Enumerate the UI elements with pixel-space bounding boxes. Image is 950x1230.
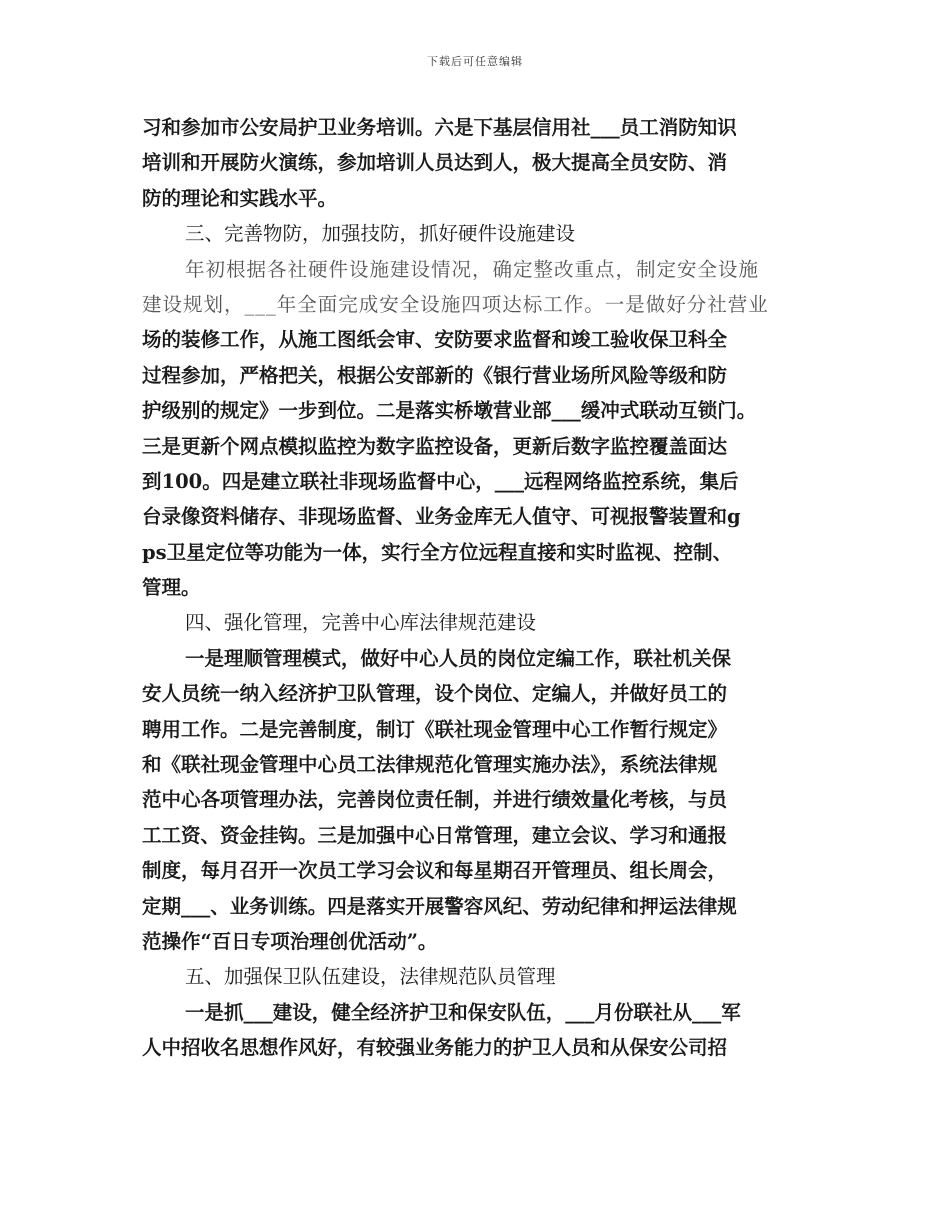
text-line: 年初根据各社硬件设施建设情况，确定整改重点，制定安全设施 — [185, 257, 760, 281]
text-line: 一是抓___建设，健全经济护卫和保安队伍，___月份联社从___军 — [185, 1000, 741, 1024]
text-line: 三是更新个网点模拟监控为数字监控设备，更新后数字监控覆盖面达 — [142, 434, 728, 458]
document-body — [142, 110, 822, 1066]
text-line: 工工资、资金挂钩。三是加强中心日常管理，建立会议、学习和通报 — [142, 823, 728, 847]
text-line: 场的装修工作，从施工图纸会审、安防要求监督和竣工验收保卫科全 — [142, 328, 728, 352]
text-line: 和《联社现金管理中心员工法律规范化管理实施办法》，系统法律规 — [142, 753, 718, 777]
text-line: 聘用工作。二是完善制度，制订《联社现金管理中心工作暂行规定》 — [142, 717, 728, 741]
text-line — [142, 287, 822, 322]
text-line: 安人员统一纳入经济护卫队管理，设个岗位、定编人，并做好员工的 — [142, 682, 728, 706]
text-line-lead: 建设规划，___年全面完成安全设施四项达标工作。一是做好分社营业 — [142, 292, 769, 316]
text-line: 制度，每月召开一次员工学习会议和每星期召开管理员、组长周会， — [142, 859, 728, 883]
text-line: 习和参加市公安局护卫业务培训。六是下基层信用社___员工消防知识 — [142, 116, 737, 139]
section-heading-5: 五、加强保卫队伍建设，法律规范队员管理 — [185, 965, 556, 989]
text-line: 一是理顺管理模式，做好中心人员的岗位定编工作，联社机关保 — [185, 646, 732, 670]
section-heading-3: 三、完善物防，加强技防，抓好硬件设施建设 — [185, 222, 576, 246]
section-heading-4: 四、强化管理，完善中心库法律规范建设 — [185, 611, 537, 635]
text-line: 到100。四是建立联社非现场监督中心，___远程网络监控系统，集后 — [142, 469, 739, 493]
text-line: 人中招收名思想作风好，有较强业务能力的护卫人员和从保安公司招 — [142, 1036, 728, 1060]
text-line: 管理。 — [142, 576, 201, 600]
text-line: 过程参加，严格把关，根据公安部新的《银行营业场所风险等级和防 — [142, 363, 728, 387]
text-line: 培训和开展防火演练，参加培训人员达到人，极大提高全员安防、消 — [142, 151, 728, 175]
text-line: ps卫星定位等功能为一体，实行全方位远程直接和实时监视、控制、 — [142, 540, 733, 564]
text-line: 护级别的规定》一步到位。二是落实桥墩营业部___缓冲式联动互锁门。 — [142, 399, 757, 423]
text-line: 防的理论和实践水平。 — [142, 186, 338, 210]
text-line: 台录像资料储存、非现场监督、业务金库无人值守、可视报警装置和g — [142, 505, 741, 529]
text-line: 范中心各项管理办法，完善岗位责任制，并进行绩效量化考核，与员 — [142, 788, 728, 812]
page-header: 下载后可任意编辑 — [427, 55, 523, 68]
text-line: 定期___、业务训练。四是落实开展警容风纪、劳动纪律和押运法律规 — [142, 894, 737, 918]
text-line: 范操作“百日专项治理创优活动”。 — [142, 929, 438, 953]
